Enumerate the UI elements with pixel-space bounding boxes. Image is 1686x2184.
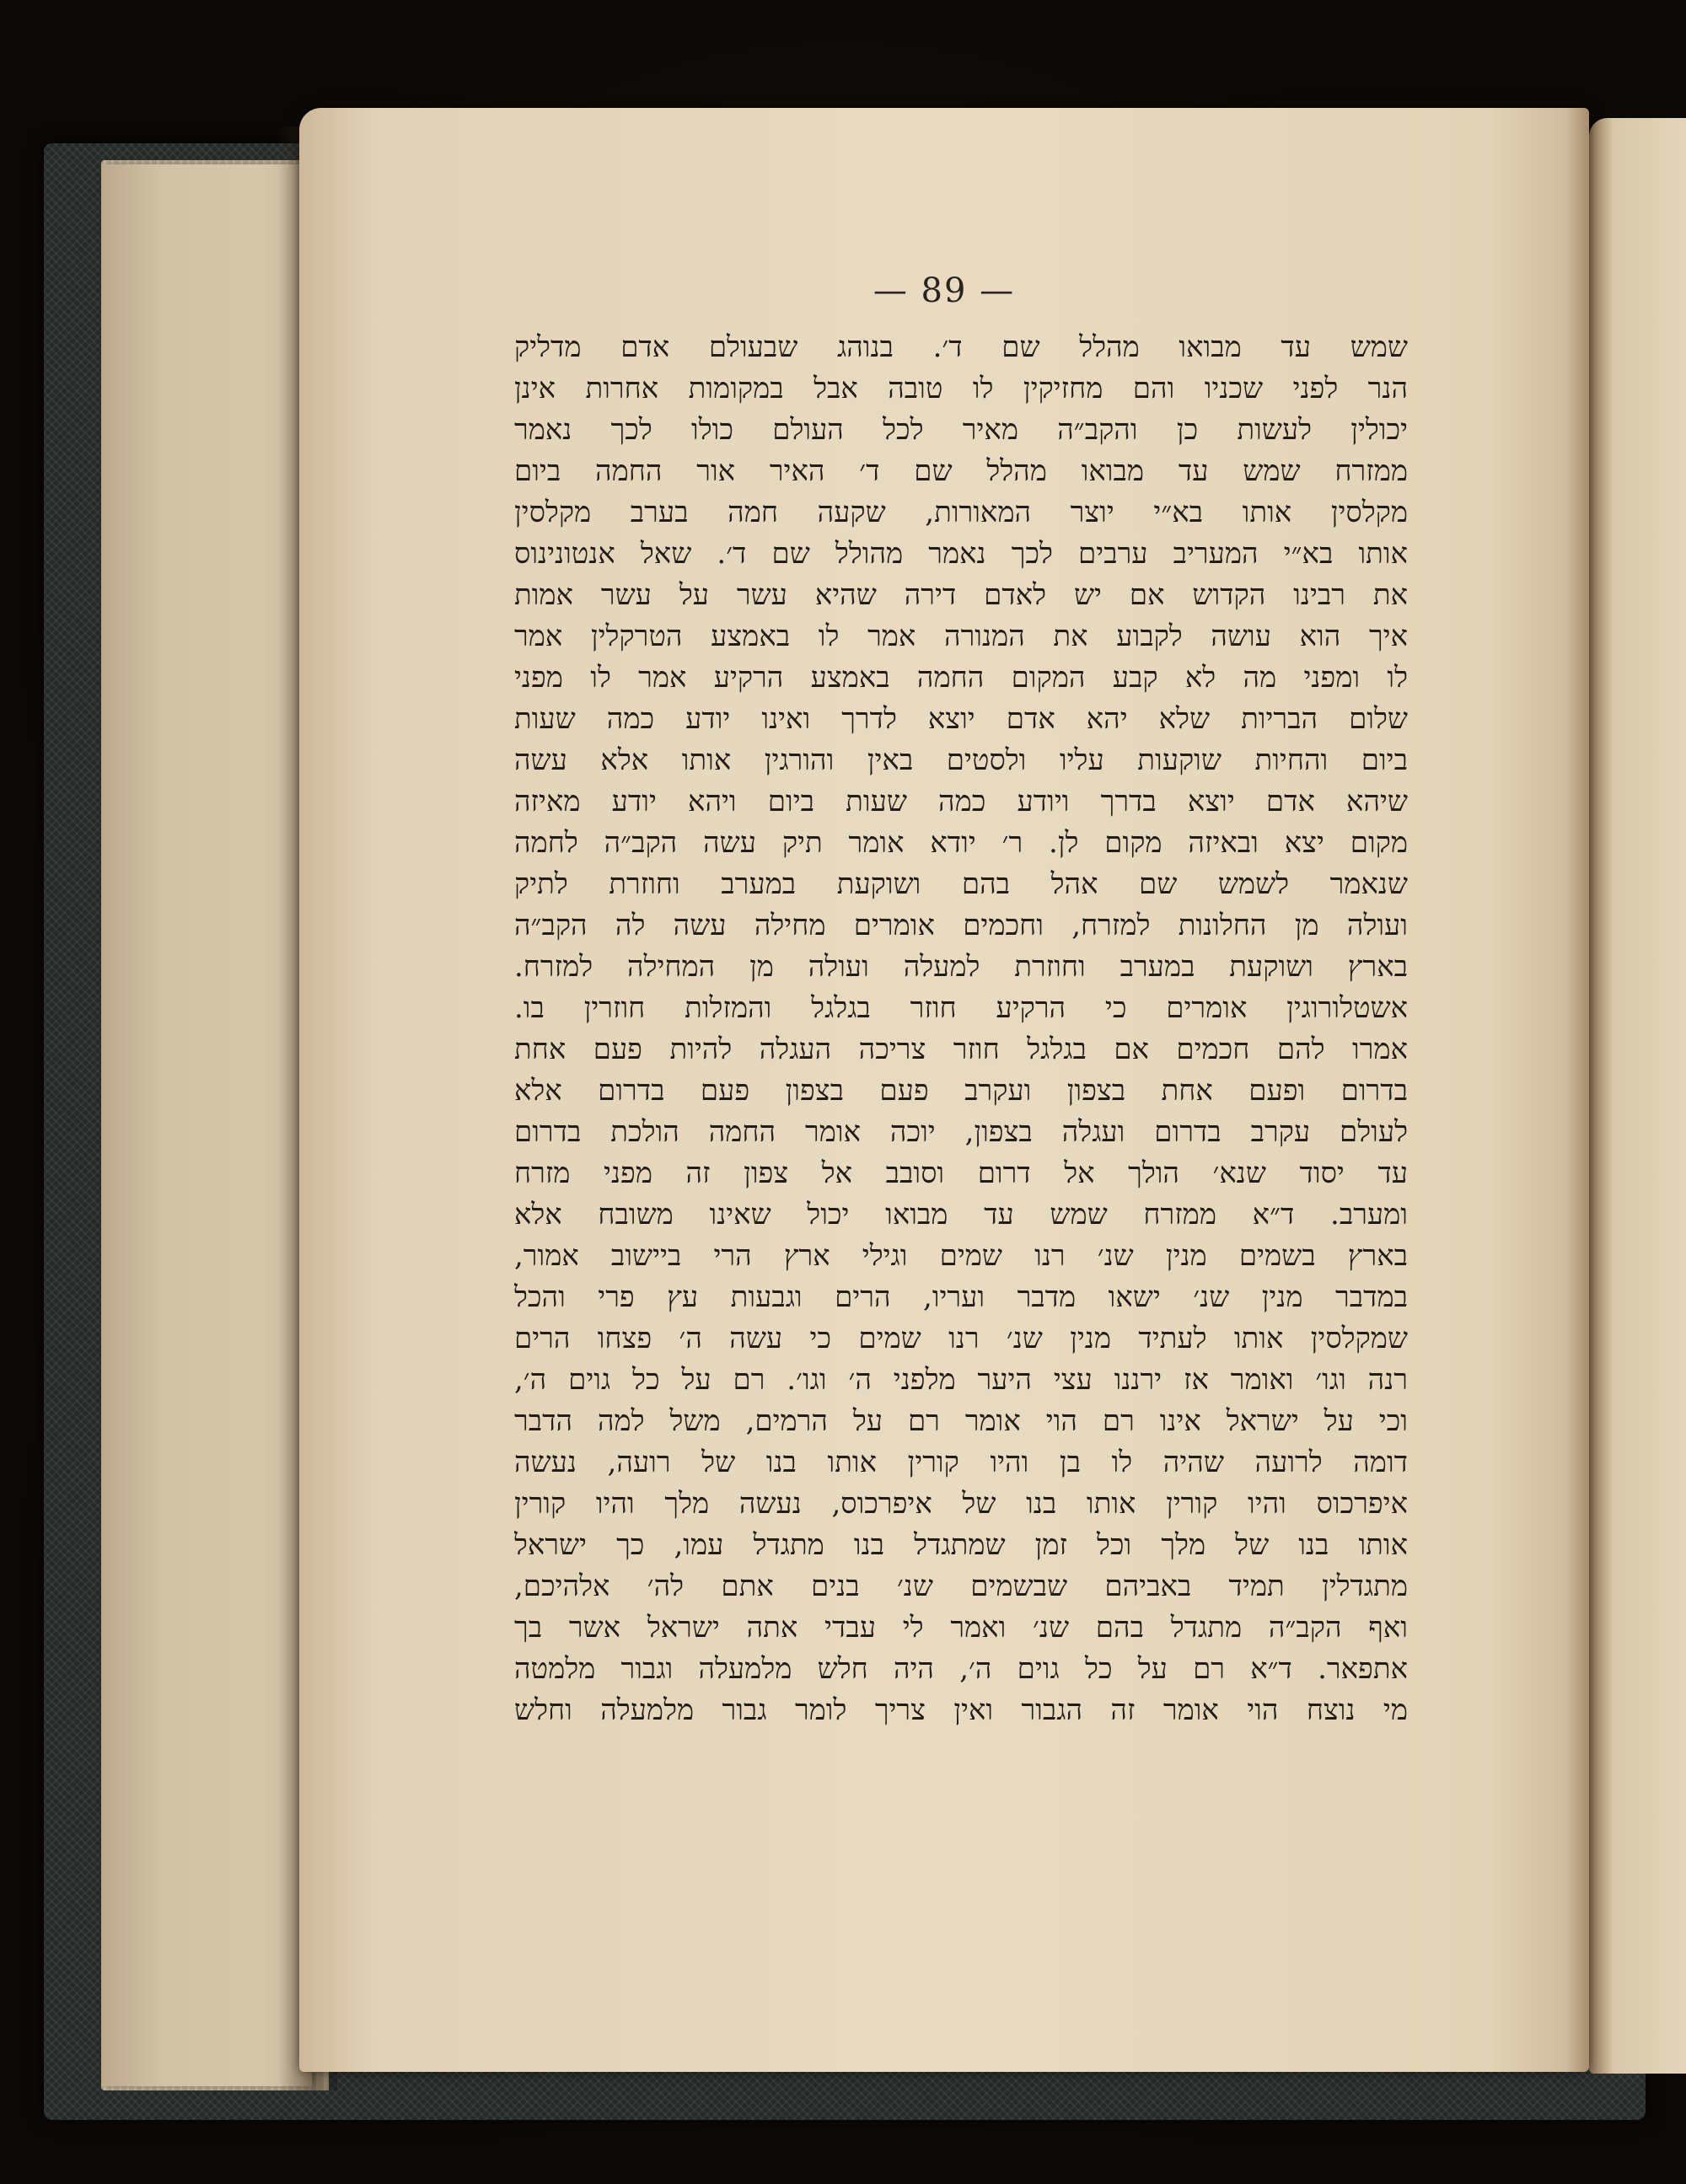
text-line: יכולין לעשות כן והקב״ה מאיר לכל העולם כולו לכך נאמר xyxy=(514,413,1408,447)
text-line: ואף הקב״ה מתגדל בהם שנ׳ ואמר לי עבדי אתה ישראל אשר בך xyxy=(514,1611,1408,1645)
text-line: מקלסין אותו בא״י יוצר המאורות, שקעה חמה בערב מקלסין xyxy=(514,496,1408,529)
text-line: וכי על ישראל אינו רם הוי אומר רם על הרמים, משל למה הדבר xyxy=(514,1404,1408,1438)
facing-page-edge xyxy=(1589,118,1686,2074)
text-line: אשטלורוגין אומרים כי הרקיע חוזר בגלגל והמזלות חוזרין בו. xyxy=(514,991,1408,1025)
text-line: בדרום ופעם אחת בצפון ועקרב פעם בצפון פעם בדרום אלא xyxy=(514,1074,1408,1108)
text-line: איך הוא עושה לקבוע את המנורה אמר לו באמצע הטרקלין אמר xyxy=(514,620,1408,653)
text-line: מתגדלין תמיד באביהם שבשמים שנ׳ בנים אתם לה׳ אלהיכם, xyxy=(514,1570,1408,1603)
text-line: אותו בנו של מלך וכל זמן שמתגדל בנו מתגדל עמו, כך ישראל xyxy=(514,1528,1408,1562)
text-line: אתפאר. ד״א רם על כל גוים ה׳, היה חלש מלמעלה וגבור מלמטה xyxy=(514,1652,1408,1686)
text-line: עד יסוד שנא׳ הולך אל דרום וסובב אל צפון זה מפני מזרח xyxy=(514,1156,1408,1190)
page-text xyxy=(514,327,1408,1731)
text-line: שמקלסין אותו לעתיד מנין שנ׳ רנו שמים כי עשה ה׳ פצחו הרים xyxy=(514,1322,1408,1355)
text-line: את רבינו הקדוש אם יש לאדם דירה שהיא עשר על עשר אמות xyxy=(514,578,1408,612)
text-line: ומערב. ד״א ממזרח שמש עד מבואו יכול שאינו משובח אלא xyxy=(514,1198,1408,1232)
text-line: רנה וגו׳ ואומר אז ירננו עצי היער מלפני ה׳ וגו׳. רם על כל גוים ה׳, xyxy=(514,1363,1408,1397)
text-line: אותו בא״י המעריב ערבים לכך נאמר מהולל שם ד׳. שאל אנטונינוס xyxy=(514,537,1408,571)
text-line: בארץ ושוקעת במערב וחוזרת למעלה ועולה מן המחילה למזרח. xyxy=(514,950,1408,984)
text-line: אמרו להם חכמים אם בגלגל חוזר צריכה העגלה להיות פעם אחת xyxy=(514,1033,1408,1066)
text-line: שיהא אדם יוצא בדרך ויודע כמה שעות ביום ויהא יודע מאיזה xyxy=(514,785,1408,818)
text-line: ועולה מן החלונות למזרח, וחכמים אומרים מחילה עשה לה הקב״ה xyxy=(514,909,1408,942)
text-line: דומה לרועה שהיה לו בן והיו קורין אותו בנו של רועה, נעשה xyxy=(514,1446,1408,1479)
text-line: איפרכוס והיו קורין אותו בנו של איפרכוס, נעשה מלך והיו קורין xyxy=(514,1487,1408,1521)
text-line: לעולם עקרב בדרום ועגלה בצפון, יוכה אומר החמה הולכת בדרום xyxy=(514,1115,1408,1149)
text-line: ממזרח שמש עד מבואו מהלל שם ד׳ האיר אור החמה ביום xyxy=(514,454,1408,488)
page-number: — 89 — xyxy=(873,271,1016,310)
text-line: הנר לפני שכניו והם מחזיקין לו טובה אבל במקומות אחרות אינן xyxy=(514,372,1408,405)
text-line: שנאמר לשמש שם אהל בהם ושוקעת במערב וחוזרת לתיק xyxy=(514,867,1408,901)
text-line: מי נוצח הוי אומר זה הגבור ואין צריך לומר גבור מלמעלה וחלש xyxy=(514,1693,1408,1727)
text-line: בארץ בשמים מנין שנ׳ רנו שמים וגילי ארץ הרי ביישוב אמור, xyxy=(514,1239,1408,1273)
text-line: שמש עד מבואו מהלל שם ד׳. בנוהג שבעולם אדם מדליק xyxy=(514,330,1408,364)
text-line: מקום יצא ובאיזה מקום לן. ר׳ יודא אומר תיק עשה הקב״ה לחמה xyxy=(514,826,1408,860)
text-line: ביום והחיות שוקעות עליו ולסטים באין והורגין אותו אלא עשה xyxy=(514,743,1408,777)
text-line: שלום הבריות שלא יהא אדם יוצא לדרך ואינו יודע כמה שעות xyxy=(514,702,1408,736)
page-gutter xyxy=(1565,108,1589,2072)
text-line: לו ומפני מה לא קבע המקום החמה באמצע הרקיע אמר לו מפני xyxy=(514,661,1408,695)
text-line: במדבר מנין שנ׳ ישאו מדבר ועריו, הרים וגבעות עץ פרי והכל xyxy=(514,1280,1408,1314)
